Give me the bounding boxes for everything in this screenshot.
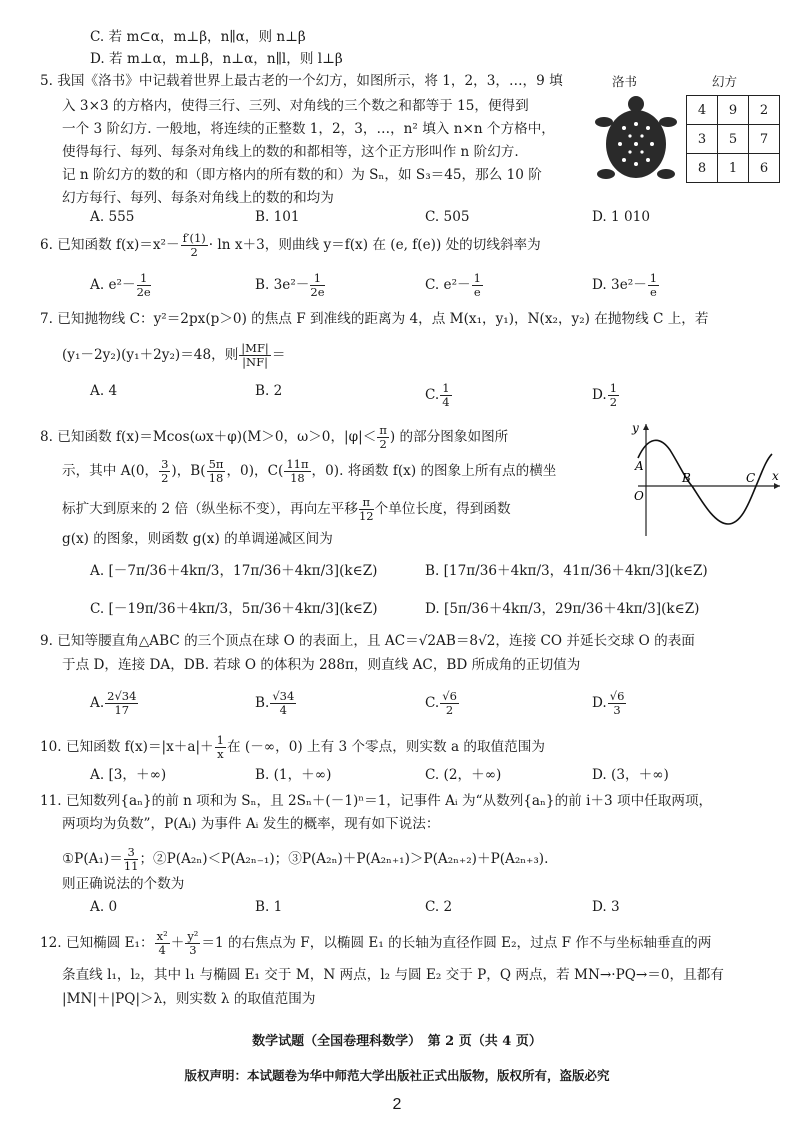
q8-stem-line3 xyxy=(62,496,511,523)
q8-l2-a: 示，其中 A(0， xyxy=(62,463,159,479)
q9-option-b xyxy=(255,690,297,717)
q12-stem-line1 xyxy=(40,930,711,957)
q8-l2-frac3 xyxy=(284,458,310,485)
q8-l2-d: ，0). 将函数 f(x) 的图象上所有点的横坐 xyxy=(311,463,557,479)
q8-option-c: C. [－19π/36＋4kπ/3，5π/36＋4kπ/3](k∈Z) xyxy=(90,601,378,617)
graph-label-c: C xyxy=(746,471,756,485)
q10-option-b: B. (1，＋∞) xyxy=(255,767,332,783)
q7-option-a: A. 4 xyxy=(90,383,118,399)
q9-a-num: 2√34 xyxy=(107,689,137,703)
q7-fraction xyxy=(239,342,271,369)
q11-l3-b: ；②P(A₂ₙ)＜P(A₂ₙ₋₁)；③P(A₂ₙ)＋P(A₂ₙ₊₁)＞P(A₂ₙ₊₂)＋P(A₂ₙ₊₃). xyxy=(139,851,549,867)
q8-l2-b: )，B( xyxy=(171,463,206,479)
x-axis-arrow xyxy=(774,483,780,489)
q11-option-c: C. 2 xyxy=(425,899,453,915)
q9-d-num: √6 xyxy=(609,689,625,703)
q12-stem-line3: |MN|＋|PQ|＞λ，则实数 λ 的取值范围为 xyxy=(62,991,316,1007)
q8-l2-den2: 18 xyxy=(208,471,224,485)
graph-label-a: A xyxy=(635,459,644,473)
q9-c-text: C. xyxy=(425,695,440,711)
q8-l3-num: π xyxy=(359,496,374,510)
q12-stem-line2: 条直线 l₁，l₂，其中 l₁ 与椭圆 E₁ 交于 M，N 两点，l₂ 与圆 E₂ 交于 P，Q 两点，若 MN→·PQ→＝0，且都有 xyxy=(62,967,724,983)
q9-a-frac xyxy=(105,690,138,717)
q10-stem xyxy=(40,734,545,761)
q5-stem-line6: 幻方每行、每列、每条对角线上的数的和均为 xyxy=(62,190,334,206)
q6-a-frac xyxy=(137,272,151,299)
q12-den1: 4 xyxy=(158,943,166,957)
luoshu-caption: 洛书 xyxy=(612,74,638,89)
q9-stem-line1: 9. 已知等腰直角△ABC 的三个顶点在球 O 的表面上，且 AC＝√2AB＝8√2，连接 CO 并延长交球 O 的表面 xyxy=(40,633,695,649)
q6-b-frac xyxy=(310,272,324,299)
q8-l2-den3: 18 xyxy=(290,471,305,485)
graph-label-b: B xyxy=(682,471,691,485)
q10-pre: 10. 已知函数 f(x)＝|x＋a|＋ xyxy=(40,739,214,755)
q7-c-frac xyxy=(440,382,451,409)
q6-c-frac xyxy=(472,272,483,299)
q6-d-frac xyxy=(648,272,659,299)
magic-cell: 5 xyxy=(718,125,749,154)
q8-l2-den1: 2 xyxy=(161,471,169,485)
q9-c-den: 2 xyxy=(445,703,454,717)
q7-line2-text: (y₁－2y₂)(y₁＋2y₂)＝48，则 xyxy=(62,347,239,363)
q12-num1: x² xyxy=(156,929,168,943)
q6-option-c xyxy=(425,272,484,299)
q7-option-b: B. 2 xyxy=(255,383,283,399)
q5-stem-line1: 5. 我国《洛书》中记载着世界上最古老的一个幻方，如图所示，将 1，2，3，…，9 填 xyxy=(40,73,563,89)
q6-option-d xyxy=(592,272,660,299)
magic-cell: 7 xyxy=(749,125,780,154)
q8-l2-num2: 5π xyxy=(208,457,224,471)
q8-stem-line2 xyxy=(62,458,556,485)
q6-a-den: 2e xyxy=(136,285,151,299)
q6-b-den: 2e xyxy=(310,285,325,299)
q9-d-frac xyxy=(608,690,627,717)
q8-l2-c: ，0)，C( xyxy=(226,463,284,479)
q11-num: 3 xyxy=(124,846,139,860)
y-axis-arrow xyxy=(643,424,649,430)
magic-cell: 1 xyxy=(718,154,749,183)
q10-option-a: A. [3，＋∞) xyxy=(90,767,167,783)
q7-option-c xyxy=(425,382,453,409)
q5-option-a: A. 555 xyxy=(90,209,135,225)
q11-stem-line4: 则正确说法的个数为 xyxy=(62,876,185,892)
q6-stem xyxy=(40,232,541,259)
q6-c-den: e xyxy=(473,285,481,299)
q8-l3-den: 12 xyxy=(358,509,374,523)
q11-stem-line2: 两项均为负数”，P(Aᵢ) 为事件 Aᵢ 发生的概率，现有如下说法： xyxy=(62,816,440,832)
graph-label-o: O xyxy=(634,489,644,503)
magic-cell: 2 xyxy=(749,96,780,125)
q8-stem-line4: g(x) 的图象，则函数 g(x) 的单调递减区间为 xyxy=(62,531,333,547)
q11-den: 11 xyxy=(123,859,139,873)
q6-a-num: 1 xyxy=(137,272,151,286)
q9-a-text: A. xyxy=(90,695,105,711)
magic-cell: 6 xyxy=(749,154,780,183)
q6-d-num: 1 xyxy=(649,271,658,285)
q8-l1-text-b: (M＞0，ω＞0，|φ|＜ xyxy=(242,429,377,445)
q9-option-d xyxy=(592,690,627,717)
q7-d-num: 1 xyxy=(609,381,618,395)
magic-square-grid xyxy=(686,95,780,183)
q8-l1-den: 2 xyxy=(379,437,387,451)
footer-page-title: 数学试题（全国卷理科数学） 第 2 页（共 4 页） xyxy=(252,1034,542,1049)
q7-option-d xyxy=(592,382,620,409)
q4-option-d: D. 若 m⊥α，m⊥β，n⊥α，n∥l，则 l⊥β xyxy=(90,51,343,67)
q11-frac xyxy=(124,846,139,873)
magic-cell: 9 xyxy=(718,96,749,125)
q8-l3-frac xyxy=(359,496,374,523)
q12-plus: ＋ xyxy=(170,935,185,951)
q11-option-a: A. 0 xyxy=(90,899,118,915)
q6-stem-post: · ln x＋3，则曲线 y＝f(x) 在 (e, f(e)) 处的切线斜率为 xyxy=(208,237,541,253)
q10-frac xyxy=(215,734,226,761)
q12-num2: y² xyxy=(187,929,199,943)
q11-option-d: D. 3 xyxy=(592,899,620,915)
q9-b-frac xyxy=(270,690,296,717)
q8-stem-line1 xyxy=(40,424,508,451)
q12-l1-a: 12. 已知椭圆 E₁： xyxy=(40,935,154,951)
q8-l3-a: 标扩大到原来的 2 倍（纵坐标不变），再向左平移 xyxy=(62,501,358,517)
q11-stem-line3 xyxy=(62,846,548,873)
q9-b-den: 4 xyxy=(279,703,287,717)
q6-d-den: e xyxy=(650,285,657,299)
q8-l1-num: π xyxy=(379,423,387,437)
q8-l1-text-c: ) 的部分图象如图所 xyxy=(389,429,509,445)
q8-option-d: D. [5π/36＋4kπ/3，29π/36＋4kπ/3](k∈Z) xyxy=(425,601,700,617)
q8-l2-frac2 xyxy=(207,458,226,485)
q9-option-a xyxy=(90,690,139,717)
q7-frac-den: |NF| xyxy=(242,355,268,369)
q9-b-num: √34 xyxy=(272,689,295,703)
q7-d-text: D. xyxy=(592,387,607,403)
q6-b-num: 1 xyxy=(310,272,324,286)
q7-equals: ＝ xyxy=(271,347,286,363)
q8-option-b: B. [17π/36＋4kπ/3，41π/36＋4kπ/3](k∈Z) xyxy=(425,563,708,579)
q7-c-text: C. xyxy=(425,387,440,403)
q10-den: x xyxy=(217,747,224,761)
q9-stem-line2: 于点 D，连接 DA，DB. 若球 O 的体积为 288π，则直线 AC，BD 所成角的正切值为 xyxy=(62,657,581,673)
q6-b-text: B. 3e²－ xyxy=(255,277,310,293)
q10-num: 1 xyxy=(216,733,224,747)
q6-a-text: A. e²－ xyxy=(90,277,136,293)
q5-option-c: C. 505 xyxy=(425,209,470,225)
q8-option-a: A. [－7π/36＋4kπ/3，17π/36＋4kπ/3](k∈Z) xyxy=(90,563,378,579)
luoshu-turtle-image xyxy=(594,92,678,188)
q4-option-c: C. 若 m⊂α，m⊥β，n∥α，则 n⊥β xyxy=(90,29,306,45)
q7-d-frac xyxy=(608,382,619,409)
magic-cell: 3 xyxy=(687,125,718,154)
q11-l3-a: ①P(A₁)＝ xyxy=(62,851,123,867)
magic-cell: 4 xyxy=(687,96,718,125)
graph-label-y: y xyxy=(632,421,639,435)
q5-stem-line2: 入 3×3 的方格内，使得三行、三列、对角线的三个数之和都等于 15，便得到 xyxy=(62,98,529,114)
magic-square-caption: 幻方 xyxy=(712,74,738,89)
q5-option-d: D. 1 010 xyxy=(592,209,650,225)
q9-option-c xyxy=(425,690,460,717)
q6-c-text: C. e²－ xyxy=(425,277,471,293)
q7-stem-line1: 7. 已知抛物线 C：y²＝2px(p＞0) 的焦点 F 到准线的距离为 4，点 M(x₁，y₁)，N(x₂，y₂) 在抛物线 C 上，若 xyxy=(40,311,709,327)
q6-stem-pre: 6. 已知函数 f(x)＝x²－ xyxy=(40,237,180,253)
q10-option-c: C. (2，＋∞) xyxy=(425,767,502,783)
q8-l2-num3: 11π xyxy=(286,457,309,471)
q7-d-den: 2 xyxy=(609,395,618,409)
footer-copyright: 版权声明：本试题卷为华中师范大学出版社正式出版物，版权所有，盗版必究 xyxy=(184,1068,610,1083)
q6-option-a xyxy=(90,272,152,299)
q8-l2-num1: 3 xyxy=(161,457,169,471)
q9-b-text: B. xyxy=(255,695,270,711)
q6-frac-num: f′(1) xyxy=(182,231,206,245)
q5-stem-line5: 记 n 阶幻方的数的和（即方格内的所有数的和）为 Sₙ，如 S₃＝45，那么 10 阶 xyxy=(62,167,542,183)
q9-a-den: 17 xyxy=(114,703,130,717)
q9-c-frac xyxy=(440,690,459,717)
q6-d-text: D. 3e²－ xyxy=(592,277,647,293)
q9-c-num: √6 xyxy=(442,689,457,703)
q8-l1-text-a: 8. 已知函数 f(x)＝Mcos(ωx＋φ) xyxy=(40,429,243,445)
q8-l2-frac1 xyxy=(159,458,170,485)
q5-stem-line4: 使得每行、每列、每条对角线上的数的和都相等，这个正方形叫作 n 阶幻方. xyxy=(62,144,519,160)
q6-c-num: 1 xyxy=(473,271,481,285)
magic-cell: 8 xyxy=(687,154,718,183)
q7-stem-line2 xyxy=(62,342,285,369)
q6-fraction xyxy=(181,232,208,259)
q5-option-b: B. 101 xyxy=(255,209,300,225)
q12-frac1 xyxy=(155,930,170,957)
q11-option-b: B. 1 xyxy=(255,899,283,915)
q5-stem-line3: 一个 3 阶幻方. 一般地，将连续的正整数 1，2，3，…，n² 填入 n×n 个方格中， xyxy=(62,121,555,137)
q10-post: 在 (－∞，0) 上有 3 个零点，则实数 a 的取值范围为 xyxy=(226,739,545,755)
q7-c-num: 1 xyxy=(442,381,450,395)
q10-option-d: D. (3，＋∞) xyxy=(592,767,669,783)
q6-option-b xyxy=(255,272,326,299)
q12-frac2 xyxy=(185,930,200,957)
q11-stem-line1: 11. 已知数列{aₙ}的前 n 项和为 Sₙ，且 2Sₙ＋(－1)ⁿ＝1，记事件 Aᵢ 为“从数列{aₙ}的前 i＋3 项中任取两项， xyxy=(40,793,713,809)
q12-l1-b: ＝1 的右焦点为 F，以椭圆 E₁ 的长轴为直径作圆 E₂，过点 F 作不与坐标轴垂直的两 xyxy=(201,935,712,951)
q9-d-text: D. xyxy=(592,695,607,711)
q8-l1-frac xyxy=(377,424,389,451)
q12-den2: 3 xyxy=(189,943,197,957)
q9-d-den: 3 xyxy=(613,703,621,717)
graph-label-x: x xyxy=(772,469,779,483)
q7-c-den: 4 xyxy=(442,395,450,409)
q6-frac-den: 2 xyxy=(190,245,198,259)
q8-cosine-graph xyxy=(626,420,784,538)
q7-frac-num: |MF| xyxy=(241,341,269,355)
q8-l3-b: 个单位长度，得到函数 xyxy=(374,501,511,517)
page-number: 2 xyxy=(392,1096,402,1113)
